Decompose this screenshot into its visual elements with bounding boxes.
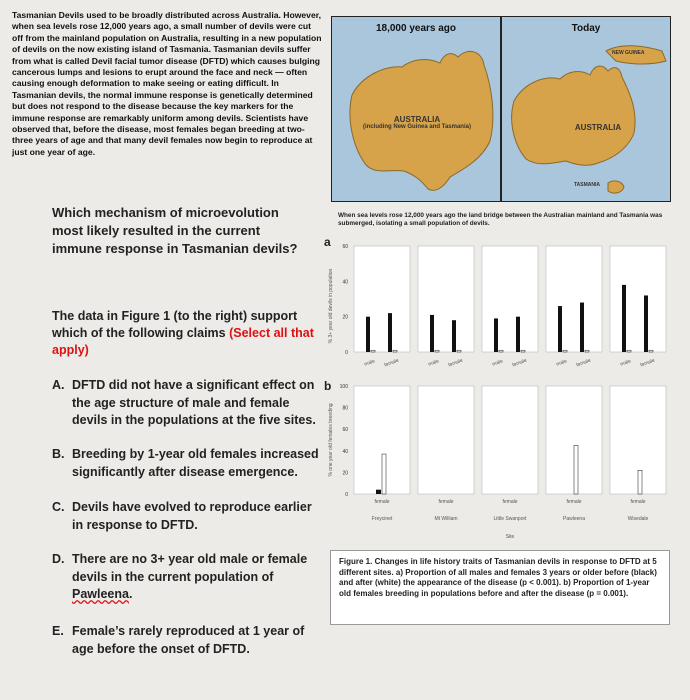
option-d-text: There are no 3+ year old male or female devils in the current population of [72, 552, 308, 584]
map-past-country: AUSTRALIA [393, 115, 441, 124]
panel-b-xlabel: Site [505, 534, 515, 540]
map-past-title: 18,000 years ago [375, 23, 457, 34]
panel-b-group-label: female [374, 499, 390, 505]
panel-b-ytick: 0 [345, 492, 348, 498]
panel-a-ytick: 40 [342, 279, 348, 286]
bar-after-female [521, 350, 525, 352]
bar-after-male [435, 350, 439, 352]
panel-a-site-frame [610, 246, 666, 352]
bar-before-female [516, 317, 520, 352]
map-today-country: AUSTRALIA [574, 123, 622, 132]
bar-before-male [622, 285, 626, 352]
panel-a-site-frame [482, 246, 538, 352]
panel-a-group-label: female [575, 357, 592, 369]
map-past-land [332, 17, 500, 201]
bar-after-male [371, 350, 375, 352]
option-letter: A. [52, 378, 65, 392]
panel-b-ytick: 80 [342, 405, 348, 412]
bar-after-female [574, 445, 578, 494]
bar-before-female [452, 320, 456, 352]
option-b[interactable] [52, 446, 322, 481]
site-label: Little Swanport [493, 516, 527, 522]
option-letter: D. [52, 552, 65, 566]
option-a[interactable] [52, 377, 322, 430]
bar-before-female [644, 295, 648, 352]
bar-before-female [376, 490, 381, 494]
panel-a-group-label: male [363, 358, 376, 368]
panel-b-site-frame [482, 386, 538, 494]
question-claims [52, 308, 317, 359]
map-past [331, 16, 501, 202]
option-text: Devils have evolved to reproduce earlier in response to DFTD. [72, 500, 312, 532]
bar-after-female [393, 350, 397, 352]
option-c[interactable] [52, 499, 322, 534]
panel-b-ylabel: % one year old females breeding [328, 403, 334, 477]
panel-a-group-label: male [555, 358, 568, 368]
panel-b-group-label: female [438, 499, 454, 505]
question-claims-text: The data in Figure 1 (to the right) support which of the following claims [52, 309, 298, 340]
panel-a-site-frame [354, 246, 410, 352]
map-past-sublabel: (including New Guinea and Tasmania) [363, 124, 471, 130]
site-label: Pawleena [563, 516, 585, 522]
panel-b-label: b [324, 379, 332, 393]
option-letter: B. [52, 447, 65, 461]
intro-paragraph: Tasmanian Devils used to be broadly distributed across Australia. However, when sea levels rose 12,000 years ago, a small number of devils were cut off from the mainland population on Australia, resulting in a new population of devils on the now existing island of Tasmania. Tasmanian devils suffer from what is called Devil facial tumor disease (DFTD) which causes bulging cancerous lumps and lesions to erupt around the face and neck — often causing enough deformation to make seeing or eating difficult. In Tasmanian devils, the normal immune response is genetically determined but does not respond to the disease because the key markers for the immune response are remarkably uniform among devils. Scientists have observed that, before the disease, most females began breeding at two-three years of age and that many devil females now begin to reproduce at just one year of age. [12, 10, 322, 157]
panel-a-site-frame [418, 246, 474, 352]
panel-a-group-label: male [619, 358, 632, 368]
panel-a-ytick: 20 [342, 314, 348, 321]
option-e[interactable] [52, 623, 322, 658]
option-text: Female’s rarely reproduced at 1 year of age before the onset of DFTD. [72, 624, 305, 656]
panel-b-group-label: female [502, 499, 518, 505]
bar-after-female [457, 350, 461, 352]
bar-after-female [382, 454, 386, 494]
panel-a-ylabel: % 3+ year old devils in population [328, 268, 334, 344]
map-today-land [502, 17, 670, 201]
site-label: Mt William [434, 516, 458, 522]
map-today-title: Today [571, 23, 601, 34]
panel-a-group-label: female [383, 357, 400, 369]
figure-1-chart [318, 226, 674, 546]
map-today [501, 16, 671, 202]
panel-a-ytick: 60 [342, 244, 348, 250]
panel-a-group-label: female [511, 357, 528, 369]
bar-before-male [366, 317, 370, 352]
select-all-note: (Select all that apply) [52, 326, 314, 357]
bar-after-male [499, 350, 503, 352]
panel-a-group-label: male [491, 358, 504, 368]
map-today-tasmania: TASMANIA [574, 182, 601, 188]
bar-before-male [430, 315, 434, 352]
map-caption: When sea levels rose 12,000 years ago the land bridge between the Australian mainland and Tasmania was submerged, isolating a small population of devils. [338, 212, 663, 227]
bar-after-male [563, 350, 567, 352]
bar-before-female [580, 303, 584, 352]
option-letter: E. [52, 624, 64, 638]
panel-a-group-label: female [639, 357, 656, 369]
bar-before-male [558, 306, 562, 352]
panel-a-label: a [324, 235, 331, 249]
option-d[interactable] [52, 551, 322, 604]
option-text: DFTD did not have a significant effect on the age structure of male and female devils in the populations at the five sites. [72, 378, 316, 427]
panel-b-ytick: 40 [342, 448, 348, 455]
panel-b-ytick: 60 [342, 427, 348, 434]
panel-a-site-frame [546, 246, 602, 352]
panel-a-group-label: male [427, 358, 440, 368]
panel-a-ytick: 0 [345, 350, 348, 356]
figure-caption: Figure 1. Changes in life history traits of Tasmanian devils in response to DFTD at 5 different sites. a) Proportion of all males and females 3 years or older before (black) and after (white) the appearance of the disease (p < 0.001). b) Proportion of 1-year old females breeding in populations before and after the disease (p = 0.001). [330, 550, 670, 625]
bar-after-female [638, 470, 642, 494]
site-label: Freycinet [371, 516, 393, 522]
question-microevolution: Which mechanism of microevolution most likely resulted in the current immune response in Tasmanian devils? [52, 205, 298, 256]
map-past-label [362, 115, 472, 130]
bar-after-female [649, 350, 653, 352]
option-text: Breeding by 1-year old females increased significantly after disease emergence. [72, 447, 319, 479]
bar-after-male [627, 350, 631, 352]
panel-b-group-label: female [630, 499, 646, 505]
panel-a-group-label: female [447, 357, 464, 369]
option-letter: C. [52, 500, 65, 514]
map-today-newguinea: NEW GUINEA [612, 50, 645, 56]
site-pawleena-underlined: Pawleena [72, 587, 129, 601]
bar-before-female [388, 313, 392, 352]
panel-b-ytick: 100 [339, 384, 348, 390]
panel-b-ytick: 20 [342, 470, 348, 477]
site-label: Wisedale [627, 516, 649, 522]
bar-before-male [494, 318, 498, 352]
option-text [72, 551, 322, 604]
panel-b-group-label: female [566, 499, 582, 505]
bar-after-female [585, 350, 589, 352]
option-d-end: . [128, 587, 133, 601]
panel-b-site-frame [418, 386, 474, 494]
